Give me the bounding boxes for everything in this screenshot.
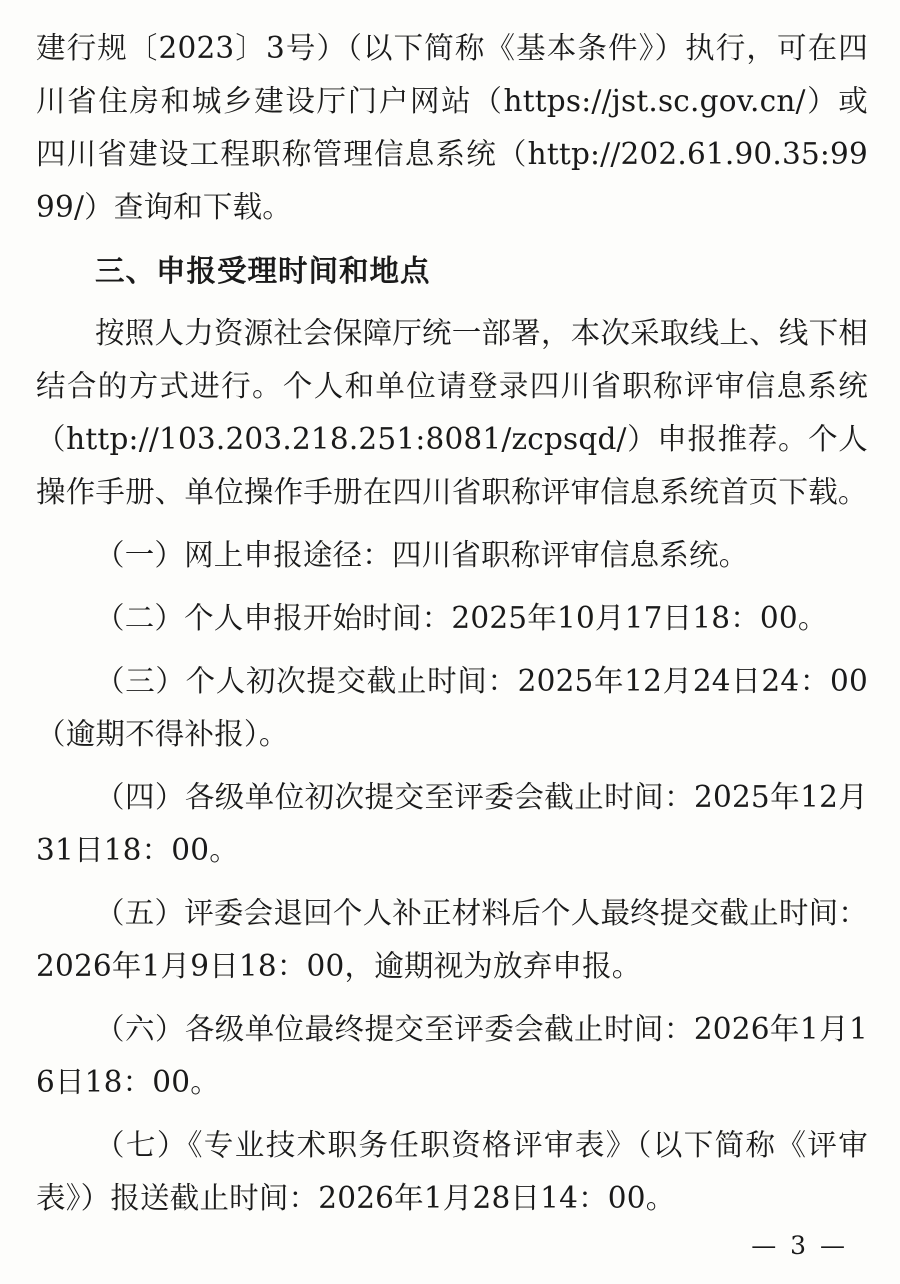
paragraph-intro: 建行规〔2023〕3号）（以下简称《基本条件》）执行，可在四川省住房和城乡建设厅门户网站（https://jst.sc.gov.cn/）或四川省建设工程职称管理信息系统（http://202.61.90.35:9999/）查询和下载。 — [36, 31, 868, 224]
paragraph-item-two: （二）个人申报开始时间：2025年10月17日18：00。 — [95, 601, 828, 635]
spacer — [36, 877, 868, 887]
paragraph-item-five: （五）评委会退回个人补正材料后个人最终提交截止时间：2026年1月9日18：00，逾期视为放弃申报。 — [36, 896, 868, 983]
paragraph-item-three: （三）个人初次提交截止时间：2025年12月24日24：00（逾期不得补报）。 — [36, 664, 868, 751]
spacer — [36, 234, 868, 244]
spacer — [36, 519, 868, 529]
spacer — [36, 993, 868, 1003]
paragraph-item-six: （六）各级单位最终提交至评委会截止时间：2026年1月16日18：00。 — [36, 1012, 868, 1099]
spacer — [36, 297, 868, 307]
spacer — [36, 645, 868, 655]
spacer — [36, 761, 868, 771]
page-number: — 3 — — [751, 1231, 848, 1260]
section-heading-three: 三、申报受理时间和地点 — [95, 253, 431, 288]
paragraph-item-four: （四）各级单位初次提交至评委会截止时间：2025年12月31日18：00。 — [36, 780, 868, 867]
paragraph-section-intro: 按照人力资源社会保障厅统一部署，本次采取线上、线下相结合的方式进行。个人和单位请登录四川省职称评审信息系统（http://103.203.218.251:8081/zcpsqd/）申报推荐。个人操作手册、单位操作手册在四川省职称评审信息系统首页下载。 — [36, 316, 868, 509]
document-body — [36, 22, 868, 1225]
paragraph-item-seven: （七）《专业技术职务任职资格评审表》（以下简称《评审表》）报送截止时间：2026年1月28日14：00。 — [36, 1128, 868, 1215]
paragraph-item-one: （一）网上申报途径：四川省职称评审信息系统。 — [95, 538, 749, 572]
spacer — [36, 582, 868, 592]
spacer — [36, 1109, 868, 1119]
